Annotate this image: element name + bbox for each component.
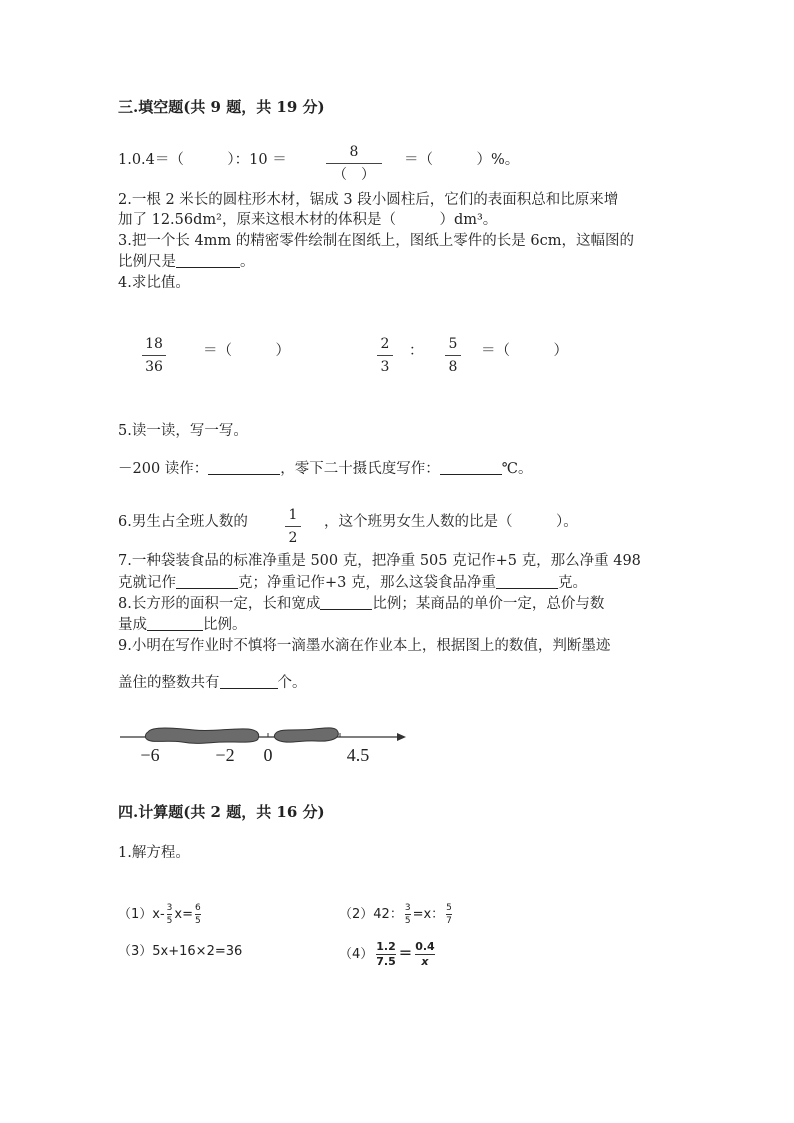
question-8-line-2 (118, 615, 247, 635)
question-1-part-b: ＝（ ）%。 (404, 152, 520, 168)
q4-fraction-2 (377, 335, 393, 376)
question-3-line-1: 3.把一个长 4mm 的精密零件绘制在图纸上，图纸上零件的长是 6cm，这幅图的 (118, 233, 634, 249)
ink-blot-right (274, 728, 338, 742)
question-6-fraction (285, 506, 301, 547)
fraction-numerator: 5 (446, 903, 452, 913)
fraction-numerator: 0.4 (415, 940, 435, 953)
equation-2 (339, 903, 454, 926)
text: 克。 (557, 575, 587, 591)
fraction-denominator: 8 (448, 359, 458, 375)
number-line-label: 0 (263, 745, 273, 765)
inline-fraction (446, 903, 452, 926)
text: ，零下二十摄氏度写作： (280, 461, 440, 477)
text: －200 读作： (118, 461, 209, 477)
fraction-numerator: 18 (145, 336, 163, 352)
text: 克；净重记作+3 克，那么这袋食品净重 (238, 575, 496, 591)
equation-4 (339, 941, 438, 968)
number-line-label: −2 (215, 745, 235, 765)
text: 克就记作 (118, 575, 176, 591)
text: 盖住的整数共有 (118, 675, 220, 691)
text: x= (174, 907, 193, 922)
answer-blank[interactable] (147, 616, 203, 631)
fraction-numerator: 3 (404, 903, 411, 913)
inline-fraction (376, 941, 396, 968)
text: （4） (339, 947, 374, 962)
question-1-fraction (326, 143, 382, 184)
section-4-question-1-title: 1.解方程。 (118, 845, 190, 861)
fraction-numerator: 1 (288, 507, 298, 523)
section-3-heading: 三.填空题(共 9 题，共 19 分) (118, 98, 325, 116)
question-5-title: 5.读一读，写一写。 (118, 423, 248, 439)
fraction-denominator: 5 (194, 916, 201, 926)
number-line-label: −6 (140, 745, 160, 765)
equation-1 (118, 903, 203, 926)
question-7-line-2 (118, 573, 587, 593)
answer-blank[interactable] (220, 674, 278, 689)
text: 比例；某商品的单价一定，总价与数 (372, 596, 605, 612)
number-line-arrow (397, 733, 406, 741)
number-line-label: 4.5 (346, 745, 370, 765)
question-2-line-2: 加了 12.56dm²，原来这根木材的体积是（ ）dm³。 (118, 212, 498, 228)
question-1-part-a: 1.0.4＝（ ）：10 ＝ (118, 152, 287, 168)
fraction-denominator: 5 (404, 916, 411, 926)
text: 8.长方形的面积一定，长和宽成 (118, 596, 321, 612)
q4-fraction-1 (142, 335, 166, 376)
answer-blank[interactable] (320, 595, 372, 610)
text: 。 (240, 254, 255, 270)
q4-fraction-3 (445, 335, 461, 376)
answer-blank[interactable] (176, 253, 240, 268)
text: =x： (412, 907, 445, 922)
text: （1）x- (118, 907, 165, 922)
text: （2）42： (339, 907, 403, 922)
text: 比例尺是 (118, 254, 176, 270)
q4-colon: ： (409, 343, 424, 359)
question-6-part-a: 6.男生占全班人数的 (118, 514, 248, 530)
fraction-numerator: 5 (448, 336, 458, 352)
text: ℃。 (501, 461, 533, 477)
inline-fraction (167, 903, 173, 926)
fraction-numerator: 1.2 (376, 940, 396, 953)
question-2-line-1: 2.一根 2 米长的圆柱形木材，锯成 3 段小圆柱后，它们的表面积总和比原来增 (118, 192, 619, 208)
fraction-numerator: 8 (349, 144, 359, 160)
question-7-line-1: 7.一种袋装食品的标准净重是 500 克，把净重 505 克记作+5 克，那么净重 498 (118, 553, 641, 569)
answer-blank[interactable] (176, 574, 238, 589)
fraction-denominator: （ ） (333, 167, 375, 183)
fraction-denominator: 36 (145, 359, 163, 375)
inline-fraction (195, 903, 201, 926)
fraction-numerator: 3 (166, 903, 173, 913)
question-9-line-2 (118, 673, 307, 693)
fraction-denominator: 7.5 (376, 955, 396, 968)
text: 个。 (277, 675, 307, 691)
q4-equals-2: ＝（ ） (481, 343, 568, 359)
inline-fraction (405, 903, 411, 926)
fraction-denominator: 3 (380, 359, 390, 375)
text: 量成 (118, 617, 147, 633)
fraction-numerator: 2 (380, 336, 390, 352)
answer-blank[interactable] (496, 574, 558, 589)
question-6-part-b: ，这个班男女生人数的比是（ ）。 (324, 514, 578, 530)
answer-blank[interactable] (208, 460, 280, 475)
section-4-heading: 四.计算题(共 2 题，共 16 分) (118, 803, 325, 821)
text: 比例。 (203, 617, 247, 633)
q4-equals-1: ＝（ ） (203, 343, 290, 359)
equation-3: （3）5x+16×2=36 (118, 944, 243, 959)
question-8-line-1 (118, 594, 604, 614)
question-3-line-2 (118, 252, 255, 272)
fraction-denominator: x (421, 955, 429, 968)
question-4-title: 4.求比值。 (118, 275, 190, 291)
question-9-line-1: 9.小明在写作业时不慎将一滴墨水滴在作业本上，根据图上的数值，判断墨迹 (118, 638, 611, 654)
ink-blot-left (145, 728, 258, 743)
question-5-body (118, 459, 533, 479)
number-line-figure (118, 720, 418, 770)
fraction-denominator: 7 (446, 916, 452, 926)
text: = (398, 943, 413, 962)
fraction-denominator: 2 (288, 530, 298, 546)
answer-blank[interactable] (440, 460, 502, 475)
inline-fraction (415, 941, 435, 968)
fraction-numerator: 6 (194, 903, 201, 913)
fraction-denominator: 5 (166, 916, 173, 926)
